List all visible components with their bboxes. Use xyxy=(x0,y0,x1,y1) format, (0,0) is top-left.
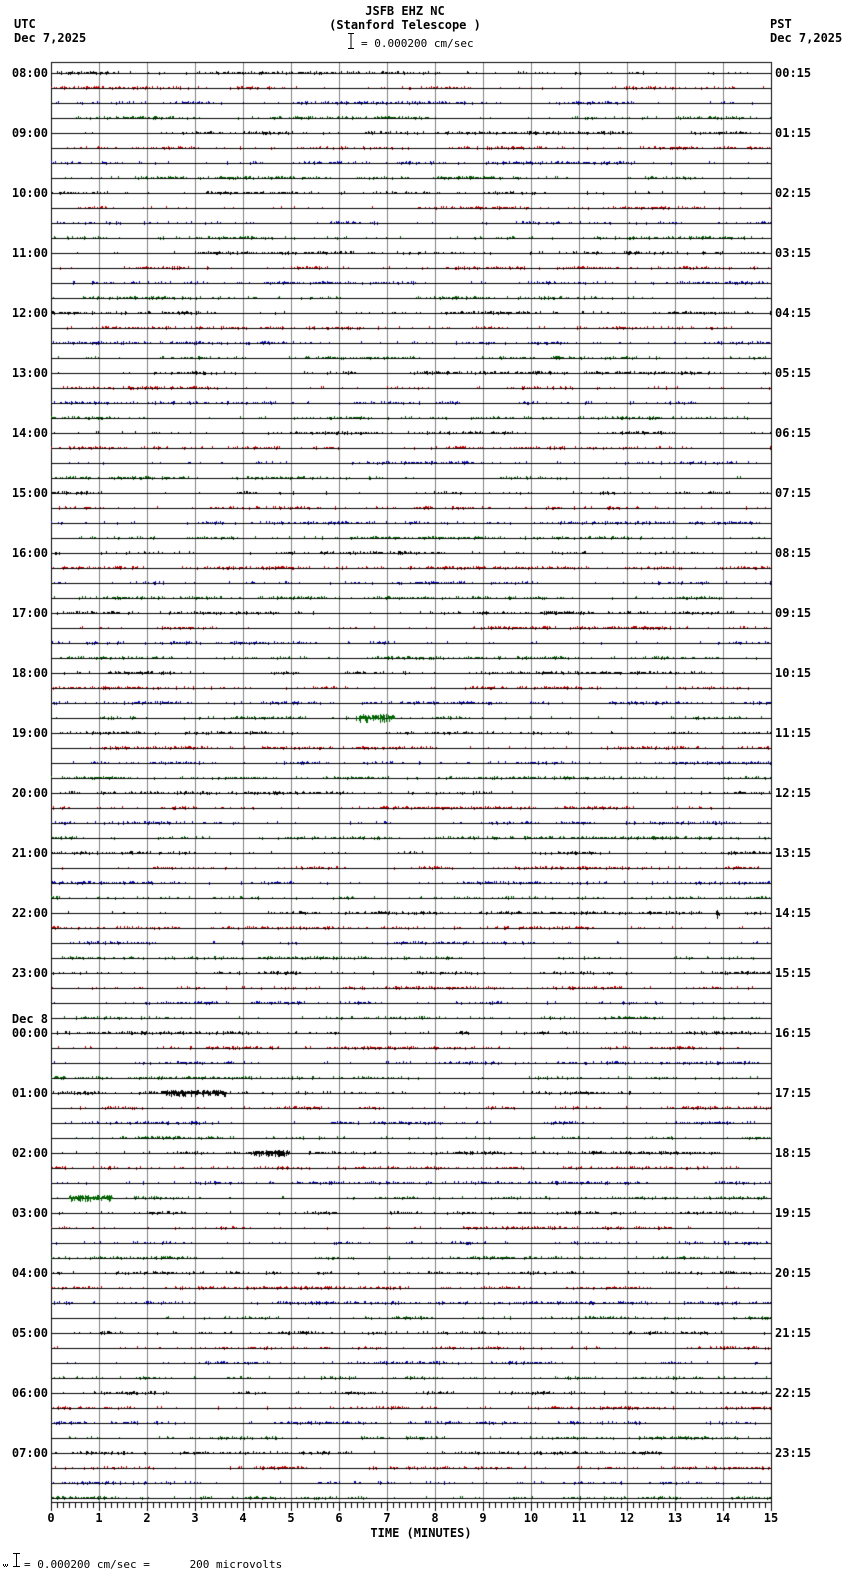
station-title: JSFB EHZ NC xyxy=(365,4,445,18)
pst-hour-label: 22:15 xyxy=(775,1386,812,1400)
utc-hour-label: 14:00 xyxy=(11,426,48,440)
utc-hour-label: 22:00 xyxy=(11,906,48,920)
utc-hour-label: 06:00 xyxy=(11,1386,48,1400)
pst-hour-label: 00:15 xyxy=(775,66,812,80)
utc-timezone-label: UTC xyxy=(14,17,36,31)
station-subtitle: (Stanford Telescope ) xyxy=(329,18,481,32)
x-axis-title: TIME (MINUTES) xyxy=(370,1526,472,1540)
pst-timezone-label: PST xyxy=(770,17,792,31)
utc-hour-label: 03:00 xyxy=(11,1206,48,1220)
pst-hour-label: 06:15 xyxy=(775,426,812,440)
pst-hour-label: 04:15 xyxy=(775,306,812,320)
footer-note xyxy=(3,1552,282,1571)
pst-hour-label: 17:15 xyxy=(775,1086,812,1100)
utc-hour-label: 15:00 xyxy=(11,486,48,500)
utc-hour-label: 20:00 xyxy=(11,786,48,800)
x-tick-label: 5 xyxy=(287,1511,295,1525)
pst-hour-label: 15:15 xyxy=(775,966,812,980)
pst-hour-label: 10:15 xyxy=(775,666,812,680)
footer-scale-bar-icon xyxy=(13,1552,20,1571)
pst-hour-label: 18:15 xyxy=(775,1146,812,1160)
x-tick-label: 1 xyxy=(95,1511,103,1525)
utc-date-label: Dec 7,2025 xyxy=(14,31,87,45)
scale-bar-icon xyxy=(347,33,355,53)
pst-hour-label: 05:15 xyxy=(775,366,812,380)
pst-hour-label: 16:15 xyxy=(775,1026,812,1040)
pst-hour-label: 11:15 xyxy=(775,726,812,740)
utc-hour-label: 11:00 xyxy=(11,246,48,260)
x-tick-label: 11 xyxy=(571,1511,587,1525)
utc-hour-label: 01:00 xyxy=(11,1086,48,1100)
x-tick-label: 9 xyxy=(479,1511,487,1525)
utc-hour-label: 12:00 xyxy=(11,306,48,320)
utc-hour-label: 07:00 xyxy=(11,1446,48,1460)
pst-hour-label: 21:15 xyxy=(775,1326,812,1340)
x-tick-label: 15 xyxy=(763,1511,779,1525)
pst-hour-label: 13:15 xyxy=(775,846,812,860)
x-tick-label: 7 xyxy=(383,1511,391,1525)
header-pst xyxy=(770,17,842,45)
pst-hour-label: 14:15 xyxy=(775,906,812,920)
scale-label: = 0.000200 cm/sec xyxy=(361,36,474,50)
utc-hour-label: 05:00 xyxy=(11,1326,48,1340)
x-tick-label: 3 xyxy=(191,1511,199,1525)
day-change-label: Dec 8 xyxy=(11,1012,48,1026)
utc-hour-label: 21:00 xyxy=(11,846,48,860)
pst-hour-label: 03:15 xyxy=(775,246,812,260)
utc-hour-label: 00:00 xyxy=(11,1026,48,1040)
pst-hour-label: 20:15 xyxy=(775,1266,812,1280)
utc-hour-label: 09:00 xyxy=(11,126,48,140)
utc-hour-label: 02:00 xyxy=(11,1146,48,1160)
utc-hour-label: 23:00 xyxy=(11,966,48,980)
title-block xyxy=(329,4,481,32)
x-tick-label: 10 xyxy=(523,1511,539,1525)
pst-hour-label: 02:15 xyxy=(775,186,812,200)
x-tick-label: 14 xyxy=(715,1511,731,1525)
x-tick-label: 13 xyxy=(667,1511,683,1525)
footer-scale-text: = 0.000200 cm/sec = 200 microvolts xyxy=(24,1558,283,1571)
utc-hour-label: 13:00 xyxy=(11,366,48,380)
pst-hour-label: 23:15 xyxy=(775,1446,812,1460)
scale-line xyxy=(347,33,474,53)
utc-hour-label: 04:00 xyxy=(11,1266,48,1280)
x-tick-label: 8 xyxy=(431,1511,439,1525)
x-tick-label: 0 xyxy=(47,1511,55,1525)
x-tick-label: 2 xyxy=(143,1511,151,1525)
utc-hour-label: 16:00 xyxy=(11,546,48,560)
utc-hour-label: 18:00 xyxy=(11,666,48,680)
pst-hour-label: 08:15 xyxy=(775,546,812,560)
header-utc xyxy=(14,17,86,45)
x-tick-label: 4 xyxy=(239,1511,247,1525)
utc-hour-label: 10:00 xyxy=(11,186,48,200)
x-tick-label: 6 xyxy=(335,1511,343,1525)
utc-hour-label: 19:00 xyxy=(11,726,48,740)
micro-mark-icon xyxy=(3,1552,9,1571)
pst-hour-label: 09:15 xyxy=(775,606,812,620)
utc-hour-label: 08:00 xyxy=(11,66,48,80)
pst-hour-label: 01:15 xyxy=(775,126,812,140)
utc-hour-label: 17:00 xyxy=(11,606,48,620)
x-tick-label: 12 xyxy=(619,1511,635,1525)
pst-date-label: Dec 7,2025 xyxy=(770,31,843,45)
pst-hour-label: 19:15 xyxy=(775,1206,812,1220)
pst-hour-label: 12:15 xyxy=(775,786,812,800)
pst-hour-label: 07:15 xyxy=(775,486,812,500)
